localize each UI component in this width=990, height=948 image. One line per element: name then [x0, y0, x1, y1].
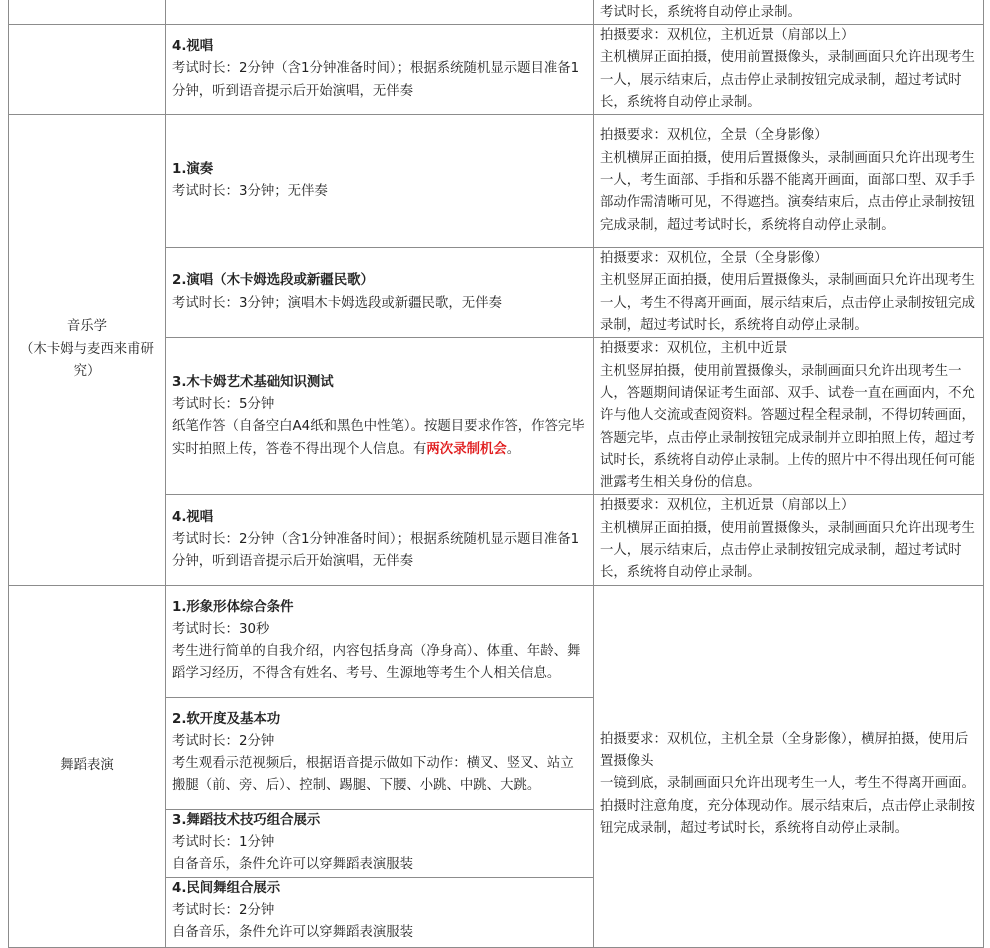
requirement-text: 拍摄要求：双机位，主机近景（肩部以上）: [600, 28, 855, 43]
subject-name: 舞蹈表演: [60, 757, 114, 773]
exam-item-text: 自备音乐，条件允许可以穿舞蹈表演服装: [172, 925, 414, 941]
exam-item-title: 1.演奏: [172, 161, 214, 177]
exam-item-cell: [166, 248, 594, 338]
exam-item-text: 自备音乐，条件允许可以穿舞蹈表演服装: [172, 857, 414, 873]
exam-item-cell: [166, 338, 594, 495]
exam-item-cell: [166, 697, 594, 809]
shooting-requirement-cell: [594, 585, 984, 947]
subject-cell-dance: [9, 585, 166, 947]
exam-item-cell: [166, 25, 594, 115]
exam-item-text: [172, 416, 587, 461]
exam-item-text: 考试时长：3分钟；无伴奏: [172, 184, 328, 200]
subject-name: 音乐学: [66, 319, 108, 335]
requirement-text: 拍摄要求：双机位，主机中近景: [600, 341, 788, 357]
requirement-text: 主机横屏正面拍摄，使用前置摄像头，录制画面只允许出现考生一人，展示结束后，点击停止录制按钮完成录制，超过考试时长，系统将自动停止录制。: [600, 520, 975, 581]
exam-item-cell: [166, 495, 594, 585]
exam-item-title: 2.软开度及基本功: [172, 711, 281, 727]
exam-requirements-table: [8, 0, 984, 948]
requirement-text: 拍摄要求：双机位，全景（全身影像）: [600, 251, 828, 267]
exam-item-title: 4.视唱: [172, 39, 214, 55]
requirement-text: 考试时长，系统将自动停止录制。: [600, 4, 801, 20]
table-row: [9, 585, 984, 697]
exam-item-text: 考试时长：2分钟（含1分钟准备时间）；根据系统随机显示题目准备1分钟，听到语音提示后开始演唱，无伴奏: [172, 531, 580, 570]
exam-item-cell: [166, 115, 594, 248]
exam-item-text: 考生进行简单的自我介绍，内容包括身高（净身高）、体重、年龄、舞蹈学习经历，不得含有姓名、考号、生源地等考生个人相关信息。: [172, 644, 581, 682]
table-row: [9, 0, 984, 25]
shooting-requirement-cell: [594, 25, 984, 115]
requirement-text: 主机横屏正面拍摄，使用后置摄像头，录制画面只允许出现考生一人，考生面部、手指和乐器不能离开画面，面部口型、双手手部动作需清晰可见，不得遮挡。演奏结束后，点击停止录制按钮完成录制，超过考试时长，系统将自动停止录制。: [600, 150, 975, 233]
exam-item-text: 考试时长：2分钟: [172, 902, 275, 918]
exam-item-title: 3.舞蹈技术技巧组合展示: [172, 812, 321, 828]
shooting-requirement-cell: [594, 0, 984, 25]
subject-cell-music: [9, 115, 166, 585]
requirement-text: 拍摄要求：双机位，全景（全身影像）: [600, 128, 828, 144]
requirement-text: 主机竖屏拍摄，使用前置摄像头，录制画面只允许出现考生一人，答题期间请保证考生面部、双手、试卷一直在画面内，不允许与他人交流或查阅资料。答题过程全程录制，不得切转画面，答题完毕，点击停止录制按钮完成录制并立即拍照上传，超过考试时长，系统将自动停止录制。上传的照片中不得出现任何可能泄露考生相关身份的信息。: [600, 363, 975, 491]
exam-item-cell: [166, 877, 594, 947]
shooting-requirement-cell: [594, 495, 984, 585]
exam-item-title: 3.木卡姆艺术基础知识测试: [172, 374, 334, 390]
subject-cell: [9, 0, 166, 25]
exam-item-title: 4.民间舞组合展示: [172, 880, 281, 896]
exam-item-title: 1.形象形体综合条件: [172, 599, 294, 615]
shooting-requirement-cell: [594, 248, 984, 338]
subject-cell: [9, 25, 166, 115]
exam-item-text: 考试时长：5分钟: [172, 397, 275, 413]
exam-item-text: 考试时长：2分钟: [172, 733, 275, 749]
exam-item-cell: [166, 585, 594, 697]
table-row: [9, 115, 984, 248]
shooting-requirement-cell: [594, 338, 984, 495]
exam-item-text-part: 纸笔作答（自备空白A4纸和黑色中性笔）。按题目要求作答，作答完毕实时拍照上传，答卷不得出现个人信息。有: [172, 419, 585, 457]
requirement-text: 拍摄要求：双机位，主机全景（全身影像），横屏拍摄，使用后置摄像头: [600, 731, 969, 769]
exam-item-text: 考试时长：3分钟；演唱木卡姆选段或新疆民歌，无伴奏: [172, 295, 502, 311]
recording-chances-highlight: 两次录制机会: [426, 441, 507, 457]
exam-item-title: 4.视唱: [172, 509, 214, 525]
requirement-text: 主机竖屏正面拍摄，使用后置摄像头，录制画面只允许出现考生一人，考生不得离开画面，展示结束后，点击停止录制按钮完成录制，超过考试时长，系统将自动停止录制。: [600, 273, 975, 334]
exam-item-cell: [166, 0, 594, 25]
exam-item-text: 考生观看示范视频后，根据语音提示做如下动作：横叉、竖叉、站立搬腿（前、旁、后）、控制、踢腿、下腰、小跳、中跳、大跳。: [172, 756, 574, 794]
exam-item-text: 考试时长：2分钟（含1分钟准备时间）；根据系统随机显示题目准备1分钟，听到语音提示后开始演唱，无伴奏: [172, 61, 580, 99]
requirement-text: 主机横屏正面拍摄，使用前置摄像头，录制画面只允许出现考生一人，展示结束后，点击停止录制按钮完成录制，超过考试时长，系统将自动停止录制。: [600, 50, 975, 110]
requirement-text: 一镜到底，录制画面只允许出现考生一人，考生不得离开画面。拍摄时注意角度，充分体现动作。展示结束后，点击停止录制按钮完成录制，超过考试时长，系统将自动停止录制。: [600, 776, 975, 836]
exam-item-text: 考试时长：1分钟: [172, 834, 275, 850]
exam-item-text: 考试时长：30秒: [172, 621, 270, 637]
requirement-text: 拍摄要求：双机位，主机近景（肩部以上）: [600, 498, 855, 514]
exam-item-text-end: 。: [506, 441, 521, 457]
subject-subtitle: （木卡姆与麦西来甫研究）: [20, 341, 154, 380]
table-row: [9, 25, 984, 115]
exam-item-title: 2.演唱（木卡姆选段或新疆民歌）: [172, 273, 374, 289]
exam-item-cell: [166, 809, 594, 877]
shooting-requirement-cell: [594, 115, 984, 248]
